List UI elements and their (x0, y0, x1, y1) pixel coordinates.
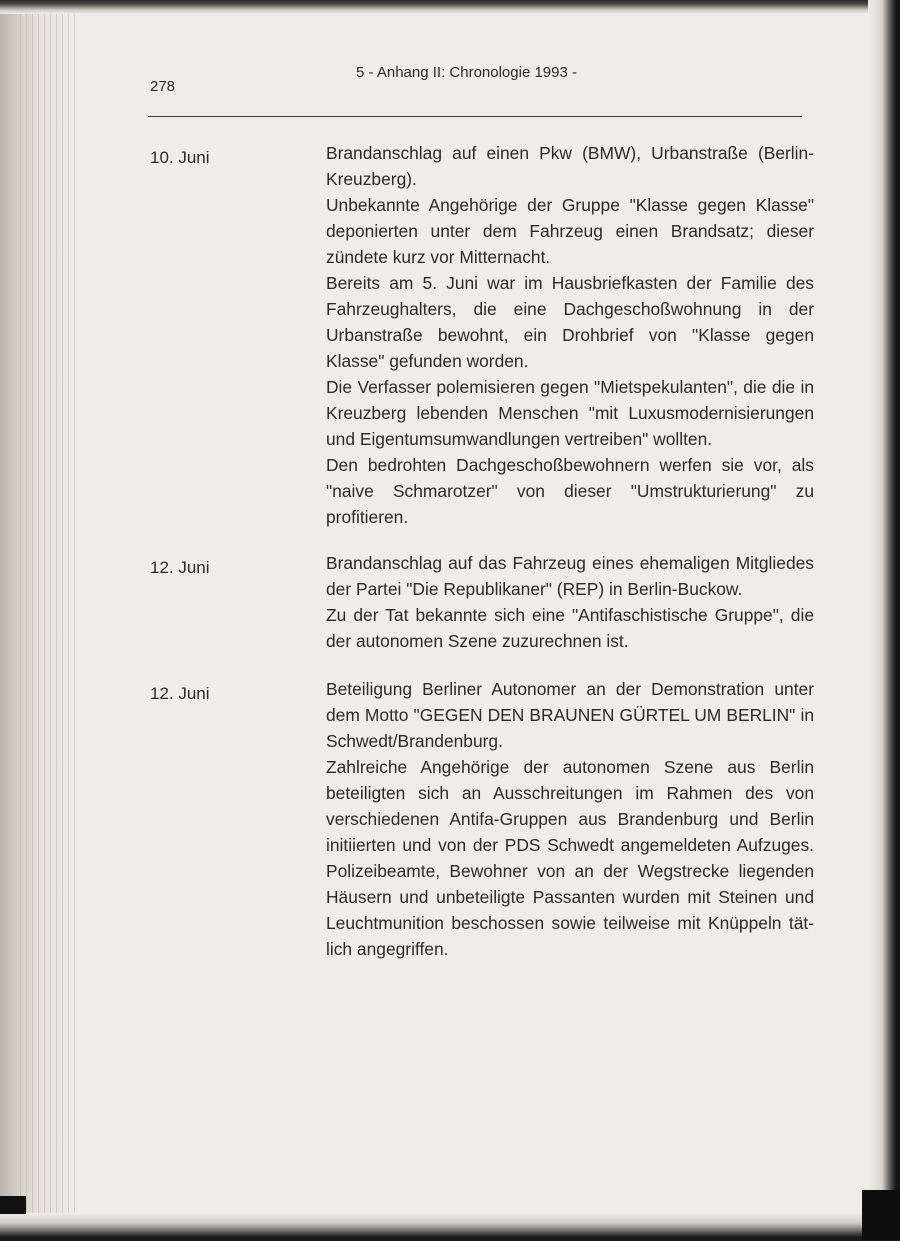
entry-body (326, 550, 814, 654)
running-head: 5 - Anhang II: Chronologie 1993 - (356, 64, 577, 81)
scan-border-left (0, 1196, 26, 1214)
entry-date: 12. Juni (150, 684, 210, 703)
chronology-entry (0, 550, 900, 654)
bottom-scan-edge (0, 1213, 900, 1241)
entry-paragraph: Zahlreiche Angehörige der autonomen Szene aus Berlin beteiligten sich an Ausschreitungen im Rahmen des von verschiedenen Antifa-Gruppen aus Brandenburg und Berlin initiierten und von der PDS Schwedt angemeldeten Aufzuges. Polizeibeamte, Bewohner von an der Wegstrecke liegenden Häusern und unbeteiligte Passanten wurden mit Steinen und Leuchtmunition beschossen sowie teilweise mit Knüppeln tätlich angegriffen. (326, 757, 814, 959)
entry-paragraph: Zu der Tat bekannte sich eine "Antifaschistische Gruppe", die der autonomen Szene zuzurechnen ist. (326, 605, 814, 651)
chronology-entries (0, 140, 900, 962)
header-rule (148, 116, 802, 117)
entry-body (326, 676, 814, 962)
entry-paragraph: Beteiligung Berliner Autonomer an der Demonstration unter dem Motto "GEGEN DEN BRAUNEN GÜRTEL UM BERLIN" in Schwedt/Brandenburg. (326, 679, 814, 751)
chronology-entry (0, 676, 900, 962)
entry-date: 12. Juni (150, 558, 210, 577)
entry-body (326, 140, 814, 530)
entry-date: 10. Juni (150, 148, 210, 167)
entry-paragraph: Die Verfasser polemisieren gegen "Mietspekulanten", die die in Kreuzberg lebenden Menschen "mit Luxusmodernisierungen und Eigentumsumwandlungen vertreiben" wollten. (326, 377, 814, 449)
scan-border-right (862, 1190, 900, 1240)
entry-paragraph: Unbekannte Angehörige der Gruppe "Klasse gegen Klasse" deponierten unter dem Fahrzeug einen Brandsatz; dieser zündete kurz vor Mitternacht. (326, 195, 814, 267)
entry-paragraph: Brandanschlag auf einen Pkw (BMW), Urbanstraße (Berlin-Kreuzberg). (326, 143, 814, 189)
top-scan-edge (0, 0, 900, 14)
entry-paragraph: Bereits am 5. Juni war im Hausbriefkasten der Familie des Fahrzeughalters, die eine Dachgeschoßwohnung in der Urbanstraße bewohnt, ein Drohbrief von "Klasse gegen Klasse" gefunden worden. (326, 273, 814, 371)
entry-paragraph: Den bedrohten Dachgeschoßbewohnern werfen sie vor, als "naive Schmarotzer" von dieser "Umstrukturierung" zu profitieren. (326, 455, 814, 527)
page-number: 278 (150, 78, 176, 95)
entry-paragraph: Brandanschlag auf das Fahrzeug eines ehemaligen Mitgliedes der Partei "Die Republikaner" (REP) in Berlin-Buckow. (326, 553, 814, 599)
chronology-entry (0, 140, 900, 530)
